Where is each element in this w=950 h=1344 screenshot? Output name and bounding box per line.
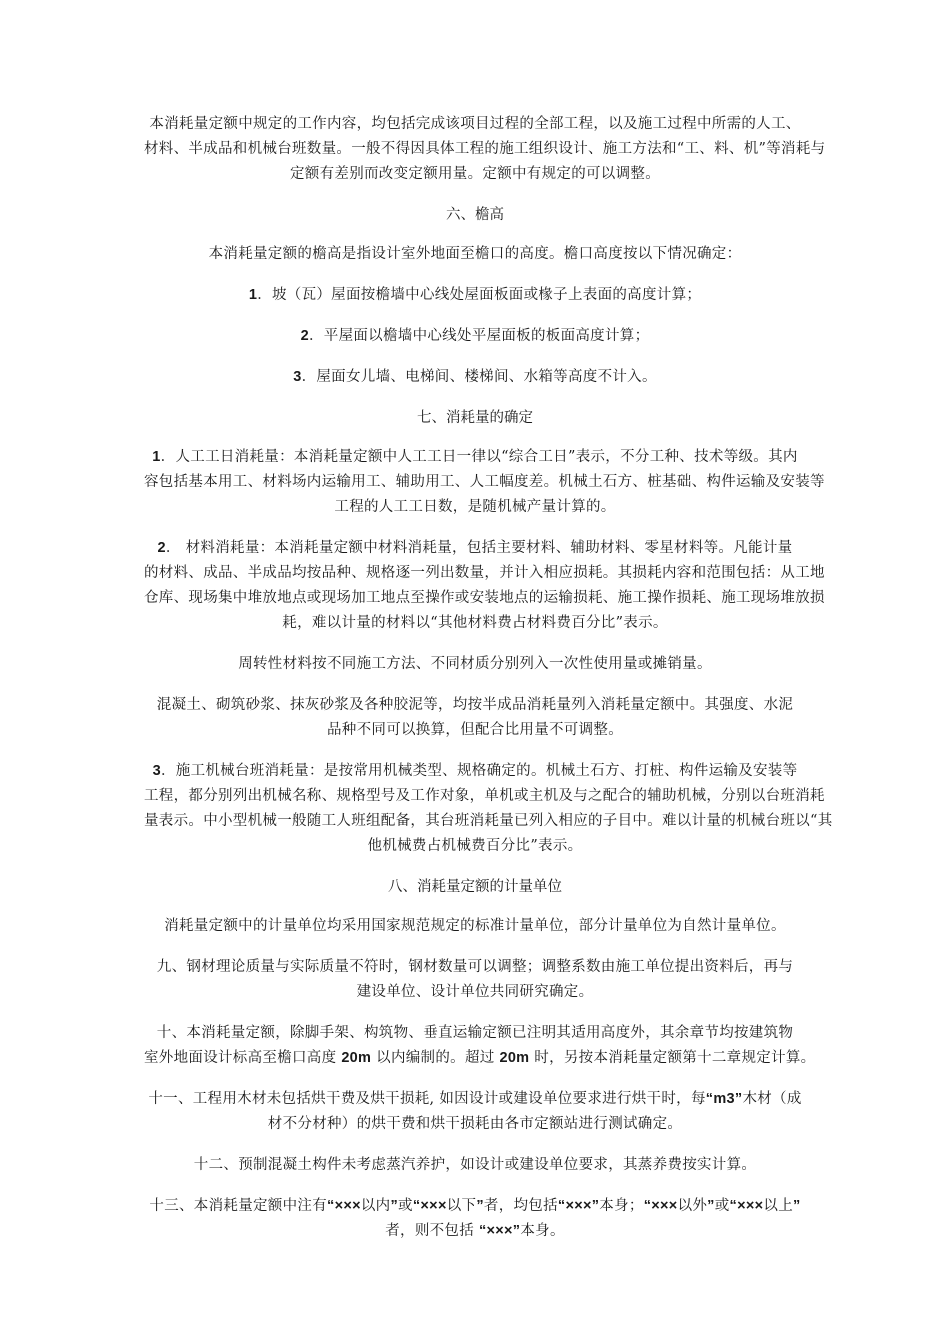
text-line: 他机械费占机械费百分比”表示。 — [367, 838, 583, 854]
text-line: 工程的人工工日数，是随机械产量计算的。 — [334, 499, 616, 515]
text-fragment: 或 — [398, 1198, 413, 1214]
text-fragment: 者，均包括 — [483, 1198, 558, 1214]
text-line: 的材料、成品、半成品均按品种、规格逐一列出数量，并计入相应损耗。其损耗内容和范围包括：从工地 — [144, 565, 825, 581]
paragraph-height-limit — [144, 1021, 816, 1071]
text-fragment: 本身； — [599, 1198, 644, 1214]
paragraph-units: 消耗量定额中的计量单位均采用国家规范规定的标准计量单位，部分计量单位为自然计量单位。 — [164, 918, 786, 934]
text-line: 建设单位、设计单位共同研究确定。 — [356, 984, 594, 1000]
text-line: 耗，难以计量的材料以“其他材料费占材料费百分比”表示。 — [282, 615, 668, 631]
text-line: 容包括基本用工、材料场内运输用工、辅助用工、人工幅度差。机械土石方、桩基础、构件运输及安装等 — [144, 474, 825, 490]
text-fragment: 者，则不包括 — [385, 1223, 479, 1239]
paragraph-labor-consumption — [144, 445, 825, 520]
text-line: 材料、半成品和机械台班数量。一般不得因具体工程的施工组织设计、施工方法和“工、料、机”等消耗与 — [144, 141, 826, 157]
text-line: 混凝土、砌筑砂浆、抹灰砂浆及各种胶泥等，均按半成品消耗量列入消耗量定额中。其强度、水泥 — [156, 697, 794, 713]
text-line — [144, 1046, 816, 1071]
text-fragment: 室外地面设计标高至檐口高度 — [144, 1050, 342, 1066]
item-number: 3 — [293, 369, 302, 385]
placeholder-mark: “××× — [412, 1198, 447, 1214]
text-line: 材不分材种）的烘干费和烘干损耗由各市定额站进行测试确定。 — [267, 1116, 683, 1132]
item-text: ．平屋面以檐墙中心线处平屋面板的板面高度计算； — [308, 328, 650, 344]
section-heading-8: 八、消耗量定额的计量单位 — [388, 879, 562, 895]
text-fragment: 十一、工程用木材未包括烘干费及烘干损耗, 如因设计或建设单位要求进行烘干时，每 — [148, 1091, 706, 1107]
text-fragment: 木材（成 — [742, 1091, 802, 1107]
quote-mark: ” — [707, 1198, 715, 1214]
unit-value: “m3” — [705, 1091, 743, 1107]
text-line — [144, 1087, 806, 1112]
document-page — [144, 112, 833, 1260]
item-text: ．施工机械台班消耗量：是按常用机械类型、规格确定的。机械土石方、打桩、构件运输及安装等 — [160, 763, 798, 779]
paragraph-steel-weight — [144, 955, 806, 1005]
text-fragment: 本身。 — [520, 1223, 565, 1239]
item-number: 3 — [152, 763, 161, 779]
text-line — [144, 536, 806, 561]
paragraph-material-consumption — [144, 536, 825, 636]
text-line: 量表示。中小型机械一般随工人班组配备，其台班消耗量已列入相应的子目中。难以计量的机械台班以“其 — [144, 813, 833, 829]
item-text: ． 材料消耗量：本消耗量定额中材料消耗量，包括主要材料、辅助材料、零星材料等。凡能计量 — [165, 540, 793, 556]
paragraph-machinery-consumption — [144, 759, 833, 859]
paragraph-turnover-materials: 周转性材料按不同施工方法、不同材质分别列入一次性使用量或摊销量。 — [238, 656, 712, 672]
height-value: 20m — [499, 1050, 530, 1066]
paragraph-work-content — [144, 112, 826, 187]
text-line: 工程，都分别列出机械名称、规格型号及工作对象，单机或主机及与之配合的辅助机械，分别以台班消耗 — [144, 788, 825, 804]
text-line: 定额有差别而改变定额用量。定额中有规定的可以调整。 — [290, 166, 660, 182]
text-fragment: 或 — [714, 1198, 730, 1214]
placeholder-mark: “×××” — [557, 1198, 600, 1214]
paragraph-eave-height-intro: 本消耗量定额的檐高是指设计室外地面至檐口的高度。檐口高度按以下情况确定： — [208, 246, 742, 262]
item-number: 1 — [248, 287, 258, 303]
text-line — [144, 759, 806, 784]
paragraph-concrete-mortar — [144, 693, 806, 743]
text-fragment: 时，另按本消耗量定额第十二章规定计算。 — [529, 1050, 816, 1066]
text-fragment: 以外 — [677, 1198, 708, 1214]
text-line: 十、本消耗量定额，除脚手架、构筑物、垂直运输定额已注明其适用高度外，其余章节均按建筑物 — [156, 1025, 794, 1041]
item-text: ．坡（瓦）屋面按檐墙中心线处屋面板面或椽子上表面的高度计算； — [257, 287, 702, 303]
text-fragment: 十三、本消耗量定额中注有 — [149, 1198, 328, 1214]
quote-mark: ” — [476, 1198, 484, 1214]
quote-mark: ” — [390, 1198, 399, 1214]
text-fragment: 以内 — [360, 1198, 391, 1214]
text-line — [144, 445, 806, 470]
text-fragment: 以上 — [763, 1198, 794, 1214]
placeholder-mark: “××× — [327, 1198, 361, 1214]
quote-mark: ” — [793, 1198, 801, 1214]
text-line: 品种不同可以换算，但配合比用量不可调整。 — [327, 722, 623, 738]
item-text: ．人工工日消耗量：本消耗量定额中人工工日一律以“综合工日”表示，不分工种、技术等级。其内 — [160, 449, 798, 465]
text-line: 本消耗量定额中规定的工作内容，均包括完成该项目过程的全部工程，以及施工过程中所需的人工、 — [149, 116, 801, 132]
item-number: 2 — [300, 328, 309, 344]
list-item-6-1 — [144, 283, 806, 308]
text-line: 仓库、现场集中堆放地点或现场加工地点至操作或安装地点的运输损耗、施工操作损耗、施工现场堆放损 — [144, 590, 825, 606]
paragraph-precast-curing: 十二、预制混凝土构件未考虑蒸汽养护，如设计或建设单位要求，其蒸养费按实计算。 — [193, 1157, 757, 1173]
text-line — [144, 1219, 806, 1244]
placeholder-mark: “××× — [643, 1198, 678, 1214]
paragraph-range-notation — [144, 1194, 806, 1244]
list-item-6-3 — [144, 365, 806, 390]
height-value: 20m — [341, 1050, 372, 1066]
item-text: ．屋面女儿墙、电梯间、楼梯间、水箱等高度不计入。 — [301, 369, 657, 385]
placeholder-mark: “×××” — [478, 1223, 521, 1239]
list-item-6-2 — [144, 324, 806, 349]
placeholder-mark: “××× — [729, 1198, 764, 1214]
section-heading-7: 七、消耗量的确定 — [417, 410, 533, 426]
text-fragment: 以内编制的。超过 — [371, 1050, 500, 1066]
text-line: 九、钢材理论质量与实际质量不符时，钢材数量可以调整；调整系数由施工单位提出资料后，再与 — [156, 959, 794, 975]
section-heading-6: 六、檐高 — [446, 207, 504, 223]
text-line — [144, 1194, 806, 1219]
item-number: 1 — [152, 449, 161, 465]
item-number: 2 — [157, 540, 166, 556]
text-fragment: 以下 — [446, 1198, 477, 1214]
paragraph-timber-drying — [144, 1087, 806, 1137]
